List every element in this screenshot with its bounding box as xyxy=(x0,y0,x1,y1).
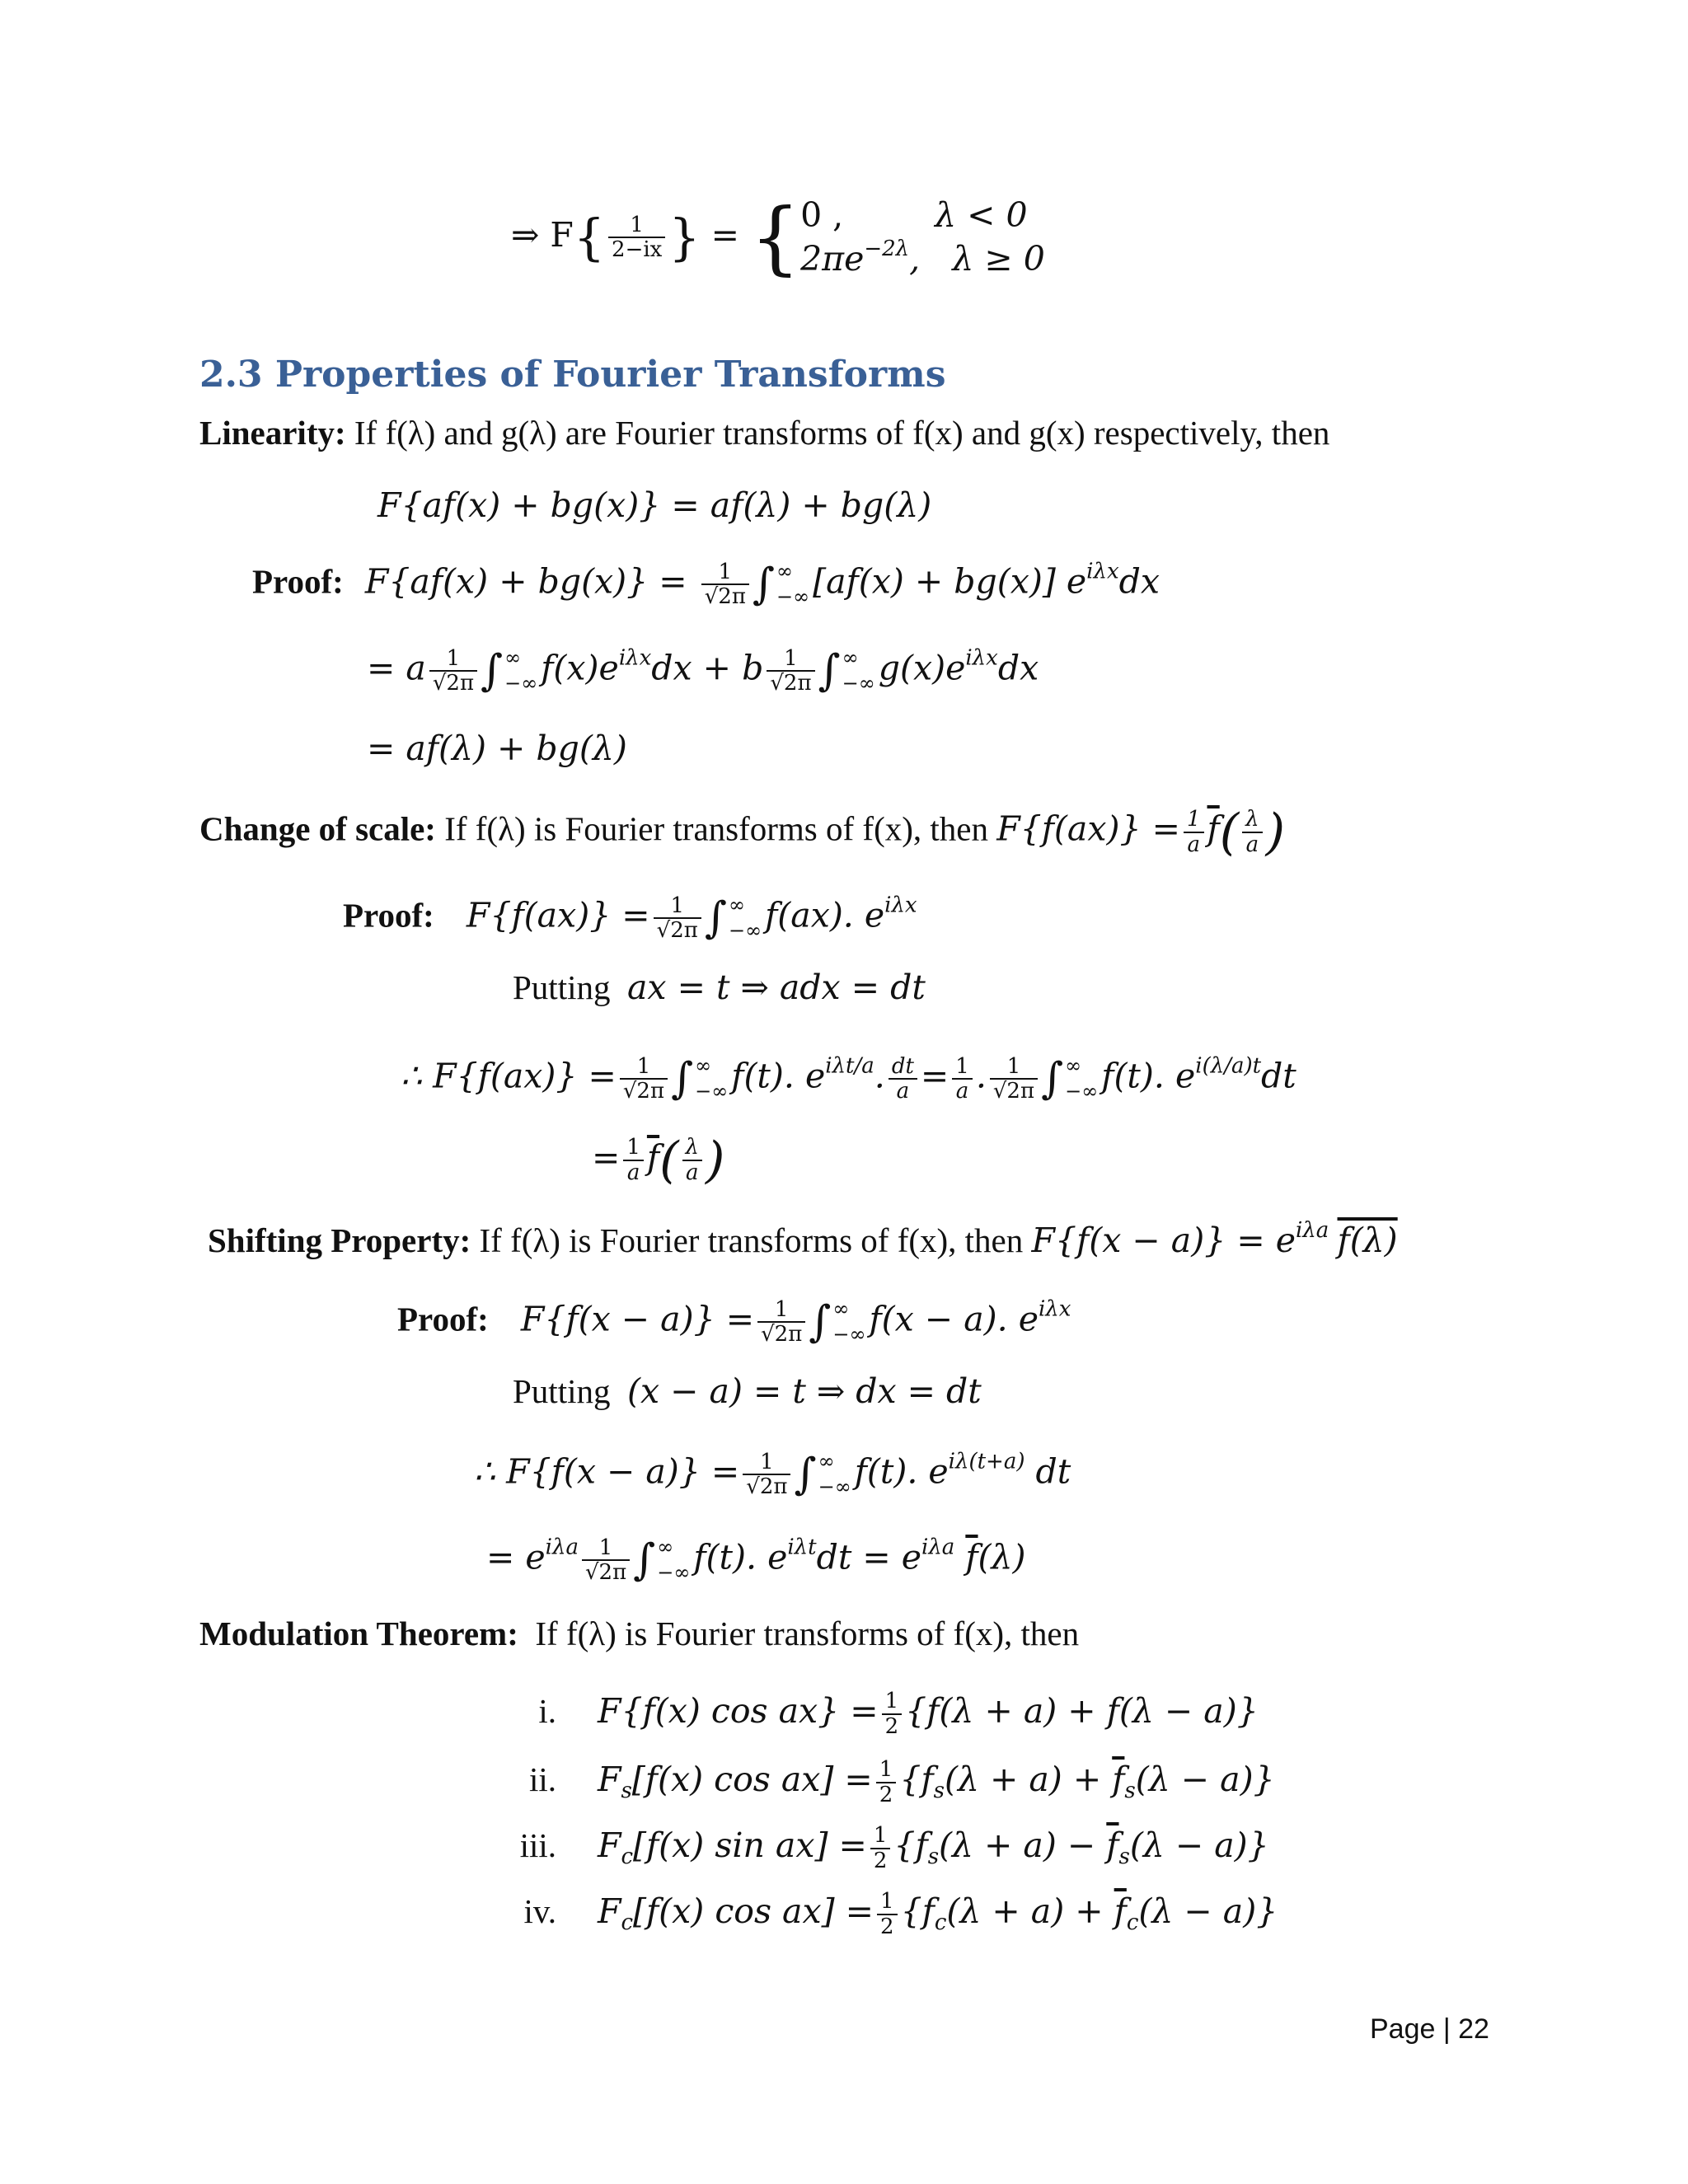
top-fraction: $\frac{1}{2-ix}$ xyxy=(608,213,665,262)
linearity-statement xyxy=(199,416,1329,450)
modulation-item-4: iv. $F_c[f(x)$ cos ax] = $\frac{1}{2}$ $\{f_c(\lambda + a) + \overline{f}_c(\lambda - a)\}$ xyxy=(523,1889,1278,1939)
modulation-item-3: iii. $F_c[f(x)$ sin ax] = $\frac{1}{2}$ $\{f_s(\lambda + a) - \overline{f}_s(\lambda - a)\}$ xyxy=(519,1823,1269,1873)
linearity-proof-line1: Proof: F{af(x) + bg(x)} = $\frac{1}{√2\pi}$ ∫ ∞ −∞ [af(x) + bg(x)] $e^{i\lambda x}dx$ xyxy=(252,559,1160,610)
linearity-label: Linearity: xyxy=(199,414,346,452)
scale-therefore: ∴ F{f(ax)} = $\frac{1}{√2\pi}$ ∫ ∞ −∞ f(t). $e^{i\lambda t/a}$. $\frac{dt}{a}$ = $\frac{1}{a}$ . $\frac{1}{√2\pi}$ ∫ ∞ −∞ f(t). $e^{i(\lambda/a)t}dt$ xyxy=(401,1053,1296,1104)
shifting-putting: Putting (x − a) = t ⇒ dx = dt xyxy=(513,1371,982,1411)
linearity-formula: F{af(x) + bg(x)} = af(λ) + bg(λ) xyxy=(377,485,932,525)
modulation-item-1: i. F{f(x) cos ax} = $\frac{1}{2}$ {f(λ + a) + f(λ − a)} xyxy=(538,1689,1259,1739)
implies-f: ⇒ F xyxy=(511,214,574,255)
top-equation: ⇒ F{ $\frac{1}{2-ix}$ } = { 0 , λ < 0 $2\pi e^{-2\lambda}$, λ ≥ 0 xyxy=(511,191,1045,284)
scale-statement: Change of scale: If f(λ) is Fourier transforms of f(x), then F{f(ax)} = $\frac{1}{a}$ $\overline{f}$( $\frac{\lambda}{a}$ ) xyxy=(199,804,1286,861)
shifting-statement: Shifting Property: If f(λ) is Fourier transforms of f(x), then $F\{f(x - a)\} = e^{i\lambda a}$ f(λ) xyxy=(208,1218,1398,1260)
section-heading: 2.3 Properties of Fourier Transforms xyxy=(199,354,946,396)
scale-putting: Putting ax = t ⇒ adx = dt xyxy=(513,968,926,1007)
shifting-proof-line1: Proof: F{f(x − a)} = $\frac{1}{√2\pi}$ ∫ ∞ −∞ f(x − a). $e^{i\lambda x}$ xyxy=(397,1296,1071,1347)
modulation-item-2: ii. $F_s[f(x)$ cos ax] = $\frac{1}{2}$ $\{f_s(\lambda + a) + \overline{f}_s(\lambda - a)\}$ xyxy=(528,1757,1275,1807)
piecewise-cases: 0 , λ < 0 $2\pi e^{-2\lambda}$, λ ≥ 0 xyxy=(800,195,1045,279)
shifting-therefore: ∴ F{f(x − a)} = $\frac{1}{√2\pi}$ ∫ ∞ −∞ f(t). $e^{i\lambda(t+a)}$ dt xyxy=(474,1449,1071,1500)
scale-proof-line1: Proof: F{f(ax)} = $\frac{1}{√2\pi}$ ∫ ∞ −∞ f(ax). $e^{i\lambda x}$ xyxy=(343,893,917,944)
modulation-statement: Modulation Theorem: If f(λ) is Fourier transforms of f(x), then xyxy=(199,1615,1080,1652)
linearity-proof-line3: = af(λ) + bg(λ) xyxy=(367,729,627,768)
scale-result: = $\frac{1}{a}$ $\overline{f}$( $\frac{\lambda}{a}$ ) xyxy=(592,1132,725,1189)
page-number: Page | 22 xyxy=(1370,2013,1489,2045)
shifting-final: = $e^{i\lambda a}$ $\frac{1}{√2\pi}$ ∫ ∞ −∞ f(t). $e^{i\lambda t}dt = e^{i\lambda a}$ $\overline{f}(\lambda)$ xyxy=(486,1535,1026,1586)
linearity-proof-line2: = a $\frac{1}{√2\pi}$ ∫ ∞ −∞ $f(x)e^{i\lambda x}dx + b$ $\frac{1}{√2\pi}$ ∫ ∞ −∞ $g(x)e^{i\lambda x}dx$ xyxy=(367,645,1039,696)
linearity-text: If f(λ) and g(λ) are Fourier transforms of f(x) and g(x) respectively, then xyxy=(354,414,1330,452)
